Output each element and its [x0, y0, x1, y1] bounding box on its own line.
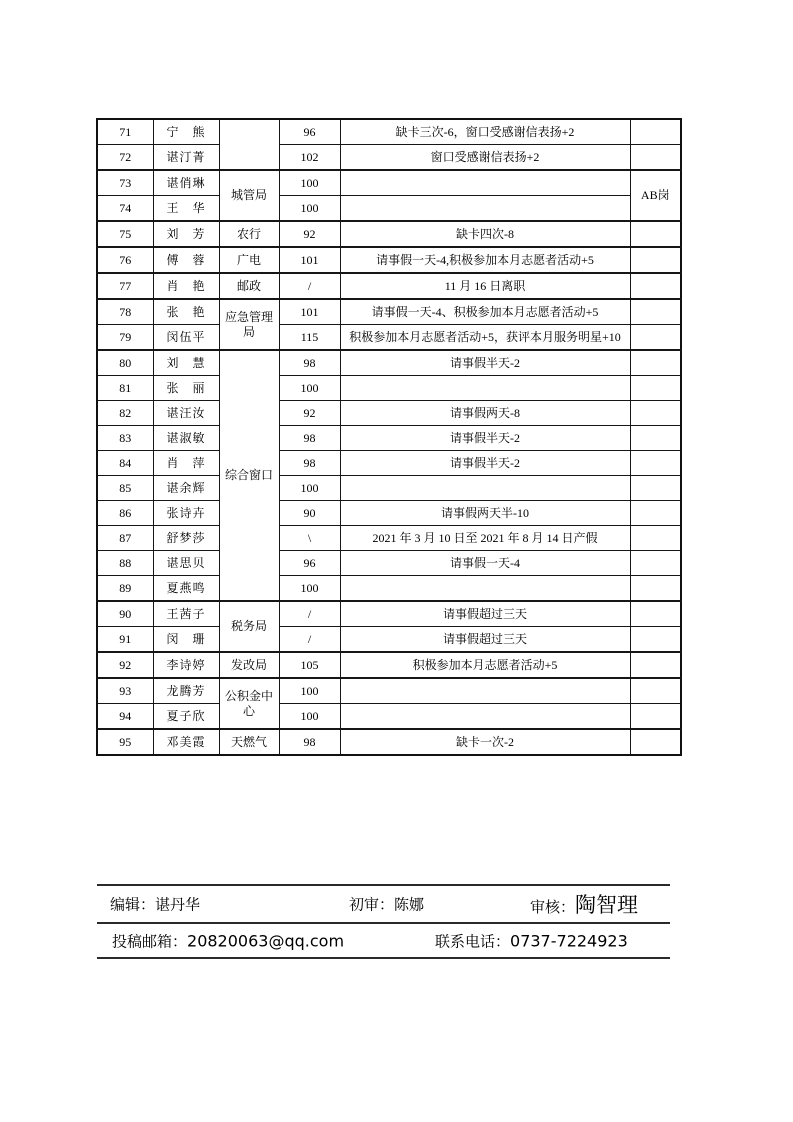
name-cell: 谌淑敏	[153, 426, 219, 451]
score-cell: 100	[279, 170, 340, 196]
duty-cell	[630, 325, 681, 351]
duty-cell	[630, 350, 681, 376]
table-row	[97, 576, 681, 602]
name-cell: 张 丽	[153, 376, 219, 401]
score-cell: 101	[279, 247, 340, 273]
name-cell: 刘 芳	[153, 221, 219, 247]
duty-cell	[630, 451, 681, 476]
duty-cell	[630, 426, 681, 451]
row-number-cell: 91	[97, 627, 153, 653]
row-number-cell: 71	[97, 119, 153, 145]
table-row	[97, 221, 681, 247]
table-row	[97, 601, 681, 627]
table-row	[97, 501, 681, 526]
row-number-cell: 77	[97, 273, 153, 299]
table-row	[97, 551, 681, 576]
score-cell: 98	[279, 426, 340, 451]
row-number-cell: 93	[97, 678, 153, 704]
name-cell: 王 华	[153, 196, 219, 222]
table-row	[97, 627, 681, 653]
score-cell: 96	[279, 119, 340, 145]
row-number-cell: 92	[97, 652, 153, 678]
remark-cell: 请事假超过三天	[340, 627, 630, 653]
department-cell: 发改局	[219, 652, 279, 678]
row-number-cell: 89	[97, 576, 153, 602]
remark-cell: 缺卡四次-8	[340, 221, 630, 247]
remark-cell: 窗口受感谢信表扬+2	[340, 145, 630, 171]
score-cell: /	[279, 273, 340, 299]
remark-cell: 缺卡三次-6，窗口受感谢信表扬+2	[340, 119, 630, 145]
table-row	[97, 196, 681, 222]
remark-cell: 请事假超过三天	[340, 601, 630, 627]
submission-email	[112, 930, 344, 951]
remark-cell	[340, 376, 630, 401]
table-row	[97, 119, 681, 145]
remark-cell	[340, 170, 630, 196]
remark-cell	[340, 576, 630, 602]
name-cell: 傅 蓉	[153, 247, 219, 273]
name-cell: 邓美霞	[153, 729, 219, 755]
duty-cell	[630, 729, 681, 755]
remark-cell: 请事假半天-2	[340, 451, 630, 476]
editor-label: 编辑：	[110, 897, 156, 914]
remark-cell: 缺卡一次-2	[340, 729, 630, 755]
department-cell: 应急管理局	[219, 299, 279, 350]
name-cell: 张诗卉	[153, 501, 219, 526]
row-number-cell: 87	[97, 526, 153, 551]
name-cell: 王茜子	[153, 601, 219, 627]
remark-cell: 2021 年 3 月 10 日至 2021 年 8 月 14 日产假	[340, 526, 630, 551]
row-number-cell: 82	[97, 401, 153, 426]
name-cell: 闵伍平	[153, 325, 219, 351]
name-cell: 肖 艳	[153, 273, 219, 299]
remark-cell: 积极参加本月志愿者活动+5，获评本月服务明星+10	[340, 325, 630, 351]
remark-cell	[340, 196, 630, 222]
score-cell: 100	[279, 376, 340, 401]
row-number-cell: 94	[97, 704, 153, 730]
department-cell: 综合窗口	[219, 350, 279, 601]
name-cell: 谌余辉	[153, 476, 219, 501]
footer-credits	[97, 884, 670, 959]
remark-cell	[340, 704, 630, 730]
name-cell: 谌俏琳	[153, 170, 219, 196]
duty-cell	[630, 119, 681, 145]
name-cell: 肖 萍	[153, 451, 219, 476]
score-cell: 100	[279, 704, 340, 730]
table-row	[97, 350, 681, 376]
footer-contact-row	[97, 924, 670, 959]
score-cell: 98	[279, 451, 340, 476]
duty-cell	[630, 376, 681, 401]
row-number-cell: 88	[97, 551, 153, 576]
score-cell: 100	[279, 196, 340, 222]
department-cell: 税务局	[219, 601, 279, 652]
editor-credit	[110, 894, 200, 915]
remark-cell: 请事假两天半-10	[340, 501, 630, 526]
reviewer-name: 陶智理	[575, 893, 639, 917]
row-number-cell: 81	[97, 376, 153, 401]
department-cell: 农行	[219, 221, 279, 247]
attendance-score-table	[96, 118, 682, 756]
name-cell: 舒梦莎	[153, 526, 219, 551]
score-cell: 115	[279, 325, 340, 351]
row-number-cell: 86	[97, 501, 153, 526]
duty-cell	[630, 576, 681, 602]
name-cell: 刘 慧	[153, 350, 219, 376]
name-cell: 夏燕鸣	[153, 576, 219, 602]
row-number-cell: 74	[97, 196, 153, 222]
reviewer-label: 审核：	[530, 900, 576, 916]
score-cell: 100	[279, 678, 340, 704]
duty-cell	[630, 704, 681, 730]
email-value: 20820063@qq.com	[187, 931, 345, 950]
name-cell: 夏子欣	[153, 704, 219, 730]
duty-cell	[630, 627, 681, 653]
duty-cell	[630, 299, 681, 325]
table-row	[97, 729, 681, 755]
table-row	[97, 678, 681, 704]
row-number-cell: 73	[97, 170, 153, 196]
duty-cell	[630, 247, 681, 273]
table-row	[97, 704, 681, 730]
remark-cell: 请事假一天-4,积极参加本月志愿者活动+5	[340, 247, 630, 273]
score-cell: 100	[279, 576, 340, 602]
remark-cell	[340, 678, 630, 704]
row-number-cell: 85	[97, 476, 153, 501]
duty-cell	[630, 678, 681, 704]
name-cell: 谌思贝	[153, 551, 219, 576]
duty-cell	[630, 221, 681, 247]
row-number-cell: 75	[97, 221, 153, 247]
row-number-cell: 79	[97, 325, 153, 351]
phone-value: 0737-7224923	[510, 931, 628, 950]
name-cell: 张 艳	[153, 299, 219, 325]
department-cell: 公积金中心	[219, 678, 279, 729]
row-number-cell: 83	[97, 426, 153, 451]
table-row	[97, 170, 681, 196]
name-cell: 闵 珊	[153, 627, 219, 653]
name-cell: 谌汪汝	[153, 401, 219, 426]
score-cell: 90	[279, 501, 340, 526]
name-cell: 谌汀菁	[153, 145, 219, 171]
table-row	[97, 526, 681, 551]
first-reviewer-credit	[349, 894, 424, 915]
table-row	[97, 273, 681, 299]
duty-cell	[630, 501, 681, 526]
department-cell: 天燃气	[219, 729, 279, 755]
table-row	[97, 299, 681, 325]
duty-cell	[630, 551, 681, 576]
reviewer-credit	[530, 889, 638, 919]
table-row	[97, 652, 681, 678]
table-row	[97, 145, 681, 171]
row-number-cell: 95	[97, 729, 153, 755]
department-cell: 邮政	[219, 273, 279, 299]
editor-name: 谌丹华	[155, 897, 201, 914]
remark-cell: 积极参加本月志愿者活动+5	[340, 652, 630, 678]
email-label: 投稿邮箱：	[112, 934, 188, 950]
score-cell: /	[279, 601, 340, 627]
score-cell: /	[279, 627, 340, 653]
footer-credits-row	[97, 886, 670, 924]
remark-cell: 11 月 16 日离职	[340, 273, 630, 299]
score-cell: 105	[279, 652, 340, 678]
duty-cell	[630, 273, 681, 299]
table-row	[97, 476, 681, 501]
row-number-cell: 76	[97, 247, 153, 273]
remark-cell: 请事假半天-2	[340, 350, 630, 376]
contact-phone	[435, 930, 628, 951]
score-cell: 101	[279, 299, 340, 325]
table-row	[97, 247, 681, 273]
row-number-cell: 84	[97, 451, 153, 476]
row-number-cell: 72	[97, 145, 153, 171]
department-cell: 广电	[219, 247, 279, 273]
remark-cell: 请事假两天-8	[340, 401, 630, 426]
duty-cell	[630, 526, 681, 551]
duty-cell	[630, 601, 681, 627]
first-review-label: 初审：	[349, 897, 395, 914]
first-review-name: 陈娜	[394, 897, 425, 914]
table-row	[97, 401, 681, 426]
table-row	[97, 451, 681, 476]
score-cell: 96	[279, 551, 340, 576]
table-row	[97, 376, 681, 401]
score-cell: 102	[279, 145, 340, 171]
table-row	[97, 325, 681, 351]
name-cell: 李诗婷	[153, 652, 219, 678]
remark-cell: 请事假半天-2	[340, 426, 630, 451]
table-row	[97, 426, 681, 451]
department-cell: 城管局	[219, 170, 279, 221]
score-cell: \	[279, 526, 340, 551]
remark-cell: 请事假一天-4	[340, 551, 630, 576]
remark-cell: 请事假一天-4、积极参加本月志愿者活动+5	[340, 299, 630, 325]
score-cell: 92	[279, 401, 340, 426]
duty-cell: AB岗	[630, 170, 681, 221]
department-cell	[219, 119, 279, 170]
row-number-cell: 90	[97, 601, 153, 627]
score-cell: 100	[279, 476, 340, 501]
name-cell: 龙腾芳	[153, 678, 219, 704]
name-cell: 宁 熊	[153, 119, 219, 145]
duty-cell	[630, 401, 681, 426]
duty-cell	[630, 476, 681, 501]
phone-label: 联系电话：	[435, 934, 511, 950]
duty-cell	[630, 652, 681, 678]
score-cell: 98	[279, 350, 340, 376]
duty-cell	[630, 145, 681, 171]
row-number-cell: 80	[97, 350, 153, 376]
row-number-cell: 78	[97, 299, 153, 325]
score-cell: 98	[279, 729, 340, 755]
score-cell: 92	[279, 221, 340, 247]
remark-cell	[340, 476, 630, 501]
